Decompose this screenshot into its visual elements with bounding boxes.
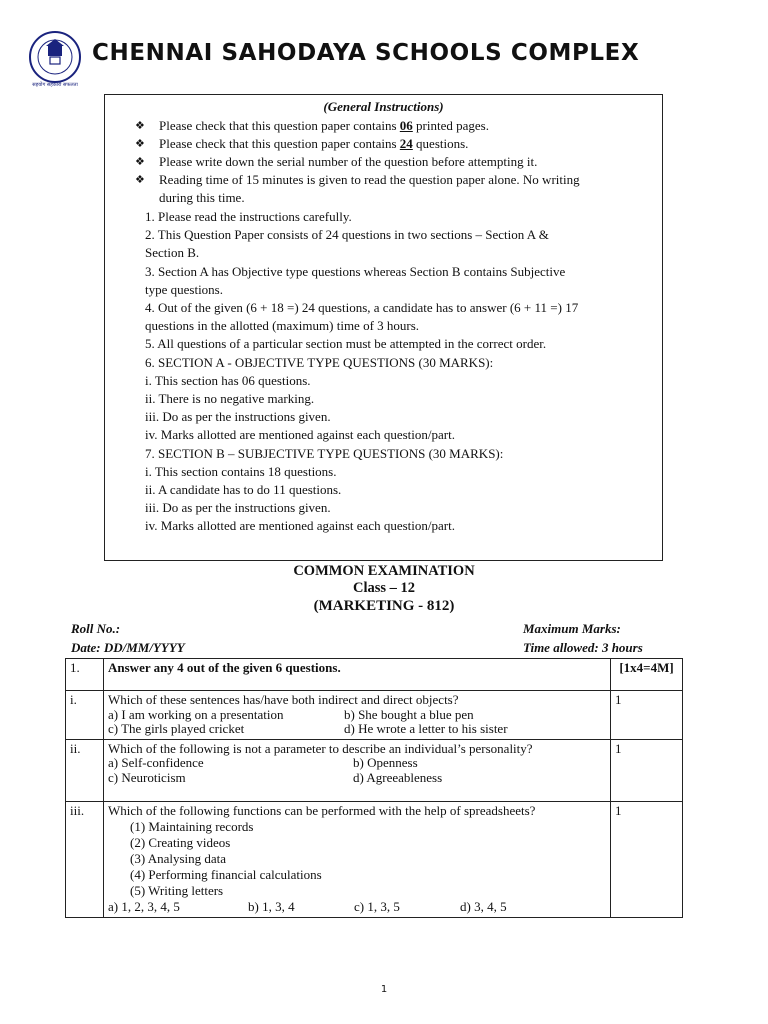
bullet-item: ❖ Please write down the serial number of the question before attempting it. [135,154,538,169]
list-item: (2) Creating videos [130,835,231,850]
bullet-continuation: during this time. [159,190,245,205]
question-number: i. [66,691,104,740]
option-d: d) He wrote a letter to his sister [344,721,508,736]
options-row [108,722,606,737]
exam-class: Class – 12 [352,580,416,596]
function-list [108,819,606,899]
question-text: Which of the following is not a parameter to describe an individual’s personality? [108,740,533,756]
instruction-line: questions in the allotted (maximum) time of 3 hours. [145,318,420,334]
question-cell [104,739,611,801]
list-item: (4) Performing financial calculations [130,867,322,882]
instruction-line: iv. Marks allotted are mentioned against each question/part. [145,427,455,443]
diamond-bullet-icon: ❖ [135,120,145,132]
question-number: iii. [66,801,104,917]
instruction-line: ii. A candidate has to do 11 questions. [145,482,342,498]
instruction-line: 5. All questions of a particular section must be attempted in the correct order. [145,336,547,352]
option-c: c) 1, 3, 5 [354,899,400,914]
marks-cell: [1x4=4M] [611,659,683,691]
maximum-marks-label: Maximum Marks: [523,621,621,636]
option-a: a) 1, 2, 3, 4, 5 [108,899,180,914]
instruction-line: i. This section contains 18 questions. [145,463,337,479]
marks-cell: 1 [611,739,683,801]
instruction-line: iv. Marks allotted are mentioned against each question/part. [145,518,455,534]
instruction-line: ii. There is no negative marking. [145,391,315,407]
option-c: c) Neuroticism [108,769,186,785]
bullet-item: ❖ Please check that this question paper contains 24 questions. [135,136,469,151]
school-logo [26,30,84,88]
instructions-bullets [135,117,655,207]
instruction-line: type questions. [145,281,223,297]
question-cell [104,691,611,740]
instruction-line: Section B. [145,245,200,261]
instruction-line: 6. SECTION A - OBJECTIVE TYPE QUESTIONS (30 MARKS): [145,354,494,370]
option-a: a) Self-confidence [108,755,204,770]
instruction-line: 7. SECTION B – SUBJECTIVE TYPE QUESTIONS (30 MARKS): [145,445,504,461]
marks-cell: 1 [611,801,683,917]
question-text: Which of the following functions can be performed with the help of spreadsheets? [108,802,536,818]
instruction-line: iii. Do as per the instructions given. [145,409,331,425]
option-c: c) The girls played cricket [108,721,245,736]
page-number: 1 [380,984,388,995]
bullet-item: ❖ Reading time of 15 minutes is given to read the question paper alone. No writing [135,172,580,187]
instruction-line: 3. Section A has Objective type questions whereas Section B contains Subjective [145,263,566,279]
instructions-numbered [145,208,655,536]
instruction-line: 2. This Question Paper consists of 24 questions in two sections – Section A & [145,227,549,243]
option-b: b) Openness [353,755,418,770]
page-title: CHENNAI SAHODAYA SCHOOLS COMPLEX [92,40,640,66]
option-a: a) I am working on a presentation [108,706,284,722]
instructions-title: (General Instructions) [323,99,444,114]
question-number: ii. [66,739,104,801]
bullet-item: ❖ Please check that this question paper contains 06 printed pages. [135,118,489,133]
option-d: d) Agreeableness [353,769,443,785]
option-b: b) 1, 3, 4 [248,899,295,914]
table-row [66,739,683,801]
table-row [66,659,683,691]
roll-number-label: Roll No.: [71,621,121,636]
table-row [66,801,683,917]
exam-subject: (MARKETING - 812) [313,598,455,614]
option-b: b) She bought a blue pen [344,706,474,722]
general-instructions-box [104,94,663,561]
exam-date: Date: DD/MM/YYYY [71,640,185,655]
time-allowed: Time allowed: 3 hours [523,640,643,655]
instruction-line: i. This section has 06 questions. [145,372,311,388]
diamond-bullet-icon: ❖ [135,138,145,150]
list-item: (5) Writing letters [130,883,224,898]
question-number: 1. [66,659,104,691]
question-cell [104,801,611,917]
options-row [108,771,606,786]
options-row [108,708,606,723]
instruction-line: iii. Do as per the instructions given. [145,500,331,516]
diamond-bullet-icon: ❖ [135,156,145,168]
table-row [66,691,683,740]
diamond-bullet-icon: ❖ [135,174,145,186]
instruction-line: 1. Please read the instructions carefully. [145,209,352,224]
question-heading: Answer any 4 out of the given 6 questions. [104,659,611,691]
options-row [108,900,606,915]
list-item: (3) Analysing data [130,851,227,866]
options-row [108,756,606,771]
marks-cell: 1 [611,691,683,740]
list-item: (1) Maintaining records [130,819,254,834]
question-table [65,658,683,918]
exam-title: COMMON EXAMINATION [293,563,475,579]
option-d: d) 3, 4, 5 [460,899,507,914]
instruction-line: 4. Out of the given (6 + 18 =) 24 questions, a candidate has to answer (6 + 11 =) 17 [145,300,579,316]
logo-motto: सहयोग सहकारी सफलता [32,82,78,88]
question-text: Which of these sentences has/have both indirect and direct objects? [108,692,459,707]
